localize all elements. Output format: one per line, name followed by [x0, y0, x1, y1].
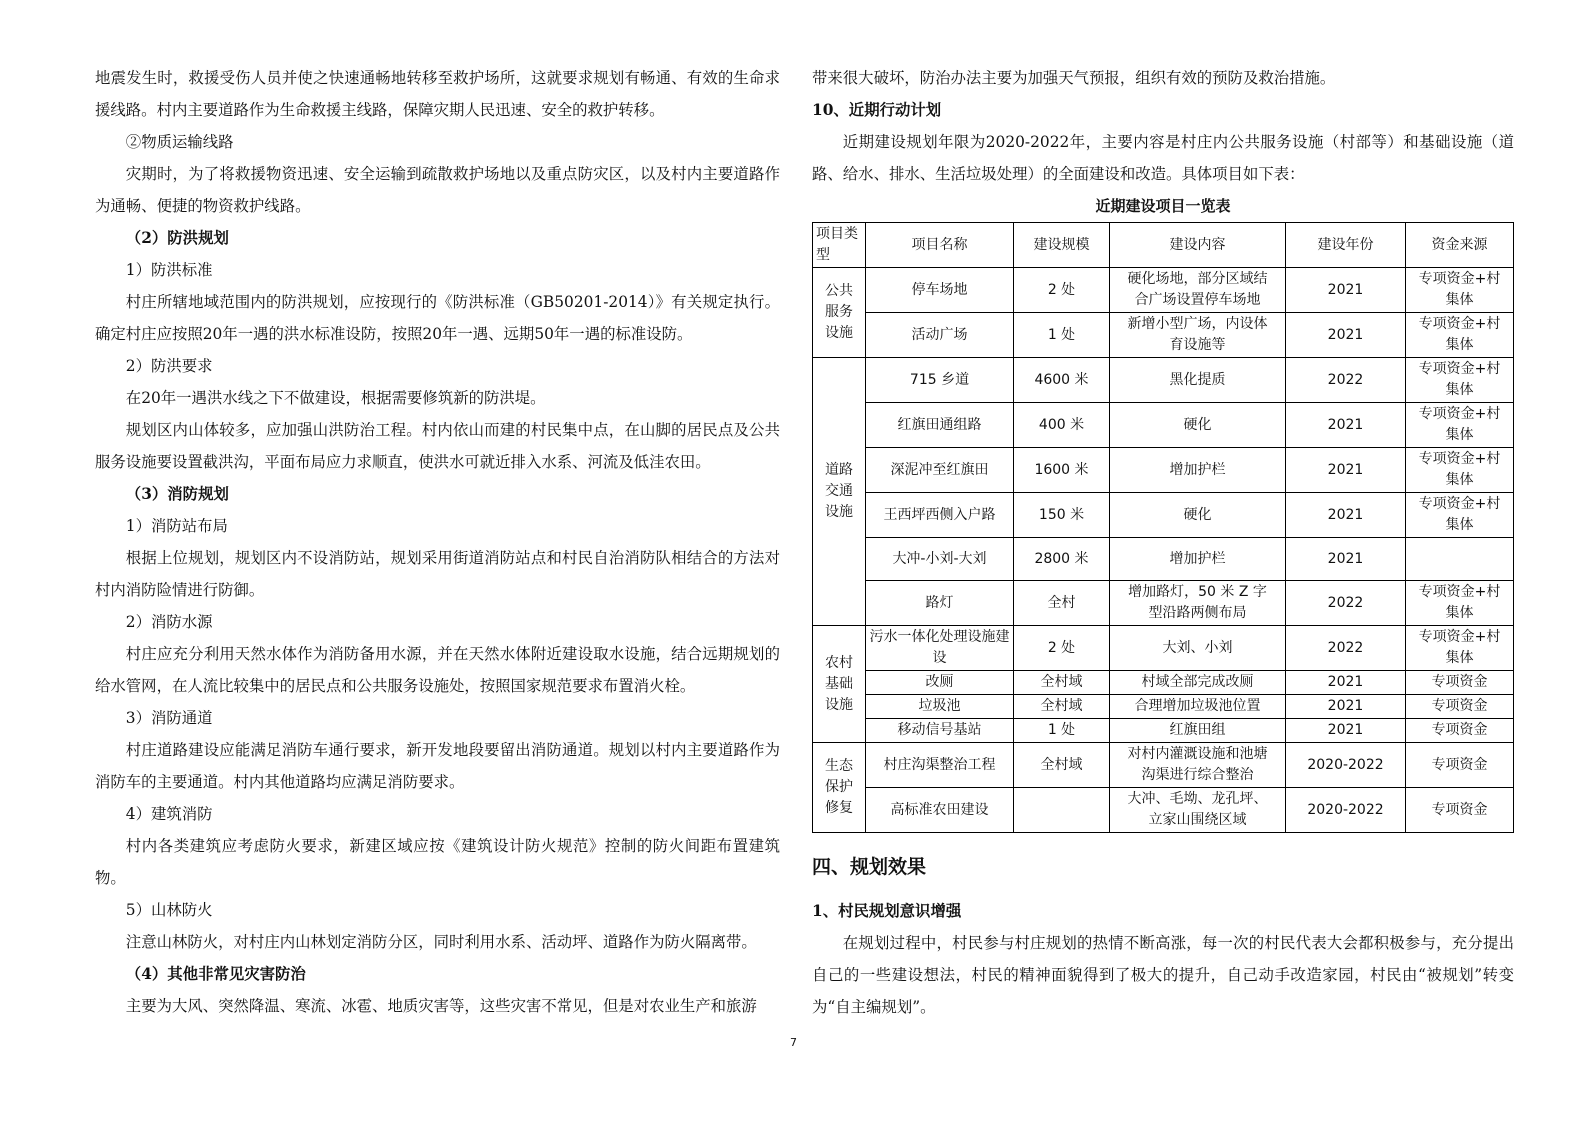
paragraph: 在规划过程中，村民参与村庄规划的热情不断高涨，每一次的村民代表大会都积极参与，充分提出自己的一些建设想法，村民的精神面貌得到了极大的提升，自己动手改造家园，村民由“被规划”转变为“自主编规划”。 — [812, 934, 1514, 1016]
table-cell-fund: 专项资金+村集体 — [1406, 493, 1514, 538]
table-cell-scale: 400 米 — [1014, 403, 1110, 448]
section-heading-other: （4）其他非常见灾害防治 — [125, 965, 306, 983]
table-cell-scale: 全村域 — [1014, 743, 1110, 788]
table-cell-fund: 专项资金+村集体 — [1406, 358, 1514, 403]
subheading: 1）防洪标准 — [125, 261, 213, 279]
table-cell-name: 移动信号基站 — [866, 719, 1014, 743]
table-cell-year: 2021 — [1286, 695, 1406, 719]
table-cell-content: 硬化 — [1110, 493, 1286, 538]
paragraph: 带来很大破坏，防治办法主要为加强天气预报，组织有效的预防及救治措施。 — [812, 69, 1336, 87]
paragraph: 村内各类建筑应考虑防火要求，新建区域应按《建筑设计防火规范》控制的防火间距布置建筑物。 — [95, 837, 780, 887]
project-type-cell: 公共服务设施 — [813, 268, 866, 358]
table-cell-fund — [1406, 538, 1514, 581]
table-cell-scale: 2800 米 — [1014, 538, 1110, 581]
table-header-cell: 项目名称 — [866, 223, 1014, 268]
table-cell-year: 2020-2022 — [1286, 743, 1406, 788]
table-cell-scale: 全村域 — [1014, 695, 1110, 719]
table-cell-year: 2021 — [1286, 719, 1406, 743]
table-row — [813, 626, 1514, 671]
paragraph: 村庄道路建设应能满足消防车通行要求，新开发地段要留出消防通道。规划以村内主要道路作为消防车的主要通道。村内其他道路均应满足消防要求。 — [95, 741, 780, 791]
paragraph: 近期建设规划年限为2020-2022年，主要内容是村庄内公共服务设施（村部等）和基础设施（道路、给水、排水、生活垃圾处理）的全面建设和改造。具体项目如下表： — [812, 133, 1514, 183]
paragraph: 根据上位规划，规划区内不设消防站，规划采用街道消防站点和村民自治消防队相结合的方法对村内消防险情进行防御。 — [95, 549, 780, 599]
table-cell-fund: 专项资金+村集体 — [1406, 403, 1514, 448]
table-row — [813, 695, 1514, 719]
table-cell-content: 新增小型广场，内设体育设施等 — [1110, 313, 1286, 358]
table-header-cell: 建设内容 — [1110, 223, 1286, 268]
table-cell-fund: 专项资金+村集体 — [1406, 581, 1514, 626]
table-cell-fund: 专项资金 — [1406, 695, 1514, 719]
table-row — [813, 358, 1514, 403]
table-cell-fund: 专项资金 — [1406, 788, 1514, 833]
table-cell-name: 垃圾池 — [866, 695, 1014, 719]
table-row — [813, 493, 1514, 538]
table-header-cell: 建设年份 — [1286, 223, 1406, 268]
section-heading-flood: （2）防洪规划 — [125, 229, 229, 247]
paragraph: 地震发生时，救援受伤人员并使之快速通畅地转移至救护场所，这就要求规划有畅通、有效的生命求援线路。村内主要道路作为生命救援主线路，保障灾期人民迅速、安全的救护转移。 — [95, 69, 780, 119]
table-cell-name: 停车场地 — [866, 268, 1014, 313]
table-cell-year: 2022 — [1286, 581, 1406, 626]
table-cell-name: 路灯 — [866, 581, 1014, 626]
paragraph: 规划区内山体较多，应加强山洪防治工程。村内依山而建的村民集中点，在山脚的居民点及公共服务设施要设置截洪沟，平面布局应力求顺直，使洪水可就近排入水系、河流及低洼农田。 — [95, 421, 780, 471]
project-type-cell: 道路交通设施 — [813, 358, 866, 626]
section-heading-plan: 10、近期行动计划 — [812, 101, 942, 119]
paragraph: 村庄所辖地域范围内的防洪规划，应按现行的《防洪标准（GB50201-2014）》有关规定执行。确定村庄应按照20年一遇的洪水标准设防，按照20年一遇、远期50年一遇的标准设防。 — [95, 293, 780, 343]
table-cell-content: 增加路灯，50 米 Z 字型沿路两侧布局 — [1110, 581, 1286, 626]
table-cell-scale: 全村 — [1014, 581, 1110, 626]
table-cell-name: 村庄沟渠整治工程 — [866, 743, 1014, 788]
project-type-cell: 生态保护修复 — [813, 743, 866, 833]
table-cell-year: 2021 — [1286, 538, 1406, 581]
table-cell-name: 污水一体化处理设施建设 — [866, 626, 1014, 671]
table-cell-fund: 专项资金 — [1406, 719, 1514, 743]
table-cell-name: 改厕 — [866, 671, 1014, 695]
table-row — [813, 448, 1514, 493]
subheading: 3）消防通道 — [125, 709, 213, 727]
table-row — [813, 538, 1514, 581]
table-cell-fund: 专项资金+村集体 — [1406, 268, 1514, 313]
projects-table — [812, 222, 1514, 833]
subheading: 5）山林防火 — [125, 901, 213, 919]
subheading: 1）消防站布局 — [125, 517, 228, 535]
subheading: ②物质运输线路 — [125, 133, 234, 151]
table-cell-name: 王西坪西侧入户路 — [866, 493, 1014, 538]
table-cell-content: 大刘、小刘 — [1110, 626, 1286, 671]
table-cell-scale: 150 米 — [1014, 493, 1110, 538]
table-header-row — [813, 223, 1514, 268]
table-cell-scale: 1 处 — [1014, 719, 1110, 743]
table-cell-content: 对村内灌溉设施和池塘沟渠进行综合整治 — [1110, 743, 1286, 788]
table-cell-year: 2021 — [1286, 448, 1406, 493]
left-column — [95, 62, 780, 1022]
paragraph: 主要为大风、突然降温、寒流、冰雹、地质灾害等，这些灾害不常见，但是对农业生产和旅游 — [125, 997, 757, 1015]
table-title: 近期建设项目一览表 — [1095, 197, 1231, 215]
table-cell-content: 硬化 — [1110, 403, 1286, 448]
table-cell-content: 硬化场地，部分区域结合广场设置停车场地 — [1110, 268, 1286, 313]
table-row — [813, 313, 1514, 358]
table-row — [813, 743, 1514, 788]
table-cell-name: 深泥冲至红旗田 — [866, 448, 1014, 493]
table-cell-name: 大冲-小刘-大刘 — [866, 538, 1014, 581]
table-row — [813, 403, 1514, 448]
table-cell-scale: 1600 米 — [1014, 448, 1110, 493]
table-cell-year: 2021 — [1286, 671, 1406, 695]
subheading: 2）消防水源 — [125, 613, 213, 631]
table-cell-scale: 4600 米 — [1014, 358, 1110, 403]
table-cell-content: 村域全部完成改厕 — [1110, 671, 1286, 695]
table-row — [813, 671, 1514, 695]
table-cell-year: 2020-2022 — [1286, 788, 1406, 833]
table-cell-fund: 专项资金 — [1406, 671, 1514, 695]
table-cell-scale: 2 处 — [1014, 268, 1110, 313]
table-cell-year: 2021 — [1286, 493, 1406, 538]
table-cell-scale: 2 处 — [1014, 626, 1110, 671]
table-cell-content: 合理增加垃圾池位置 — [1110, 695, 1286, 719]
table-cell-content: 增加护栏 — [1110, 538, 1286, 581]
table-cell-year: 2021 — [1286, 313, 1406, 358]
section-heading-fire: （3）消防规划 — [125, 485, 229, 503]
paragraph: 灾期时，为了将救援物资迅速、安全运输到疏散救护场地以及重点防灾区，以及村内主要道路作为通畅、便捷的物资救护线路。 — [95, 165, 780, 215]
table-header-cell: 建设规模 — [1014, 223, 1110, 268]
subheading: 2）防洪要求 — [125, 357, 213, 375]
paragraph: 在20年一遇洪水线之下不做建设，根据需要修筑新的防洪堤。 — [125, 389, 546, 407]
table-cell-content: 红旗田组 — [1110, 719, 1286, 743]
table-row — [813, 719, 1514, 743]
table-cell-year: 2021 — [1286, 268, 1406, 313]
table-header-cell: 项目类型 — [813, 223, 866, 268]
project-type-cell: 农村基础设施 — [813, 626, 866, 743]
table-cell-scale — [1014, 788, 1110, 833]
table-cell-scale: 全村域 — [1014, 671, 1110, 695]
table-cell-fund: 专项资金+村集体 — [1406, 313, 1514, 358]
table-cell-year: 2022 — [1286, 626, 1406, 671]
table-header-cell: 资金来源 — [1406, 223, 1514, 268]
table-row — [813, 268, 1514, 313]
table-cell-name: 红旗田通组路 — [866, 403, 1014, 448]
table-cell-scale: 1 处 — [1014, 313, 1110, 358]
table-cell-fund: 专项资金+村集体 — [1406, 448, 1514, 493]
page-number: 7 — [790, 1036, 797, 1049]
right-column — [812, 62, 1514, 1023]
table-cell-content: 增加护栏 — [1110, 448, 1286, 493]
table-cell-fund: 专项资金+村集体 — [1406, 626, 1514, 671]
table-cell-name: 活动广场 — [866, 313, 1014, 358]
table-cell-year: 2021 — [1286, 403, 1406, 448]
table-cell-name: 高标准农田建设 — [866, 788, 1014, 833]
paragraph: 村庄应充分利用天然水体作为消防备用水源，并在天然水体附近建设取水设施，结合远期规划的给水管网，在人流比较集中的居民点和公共服务设施处，按照国家规范要求布置消火栓。 — [95, 645, 780, 695]
table-cell-content: 黑化提质 — [1110, 358, 1286, 403]
table-cell-content: 大冲、毛坳、龙孔坪、立家山围绕区域 — [1110, 788, 1286, 833]
table-row — [813, 581, 1514, 626]
subheading: 4）建筑消防 — [125, 805, 213, 823]
table-cell-name: 715 乡道 — [866, 358, 1014, 403]
table-row — [813, 788, 1514, 833]
table-cell-year: 2022 — [1286, 358, 1406, 403]
paragraph: 注意山林防火，对村庄内山林划定消防分区，同时利用水系、活动坪、道路作为防火隔离带。 — [125, 933, 757, 951]
section-heading-awareness: 1、村民规划意识增强 — [812, 902, 962, 920]
chapter-heading-effect: 四、规划效果 — [812, 856, 927, 878]
table-cell-fund: 专项资金 — [1406, 743, 1514, 788]
